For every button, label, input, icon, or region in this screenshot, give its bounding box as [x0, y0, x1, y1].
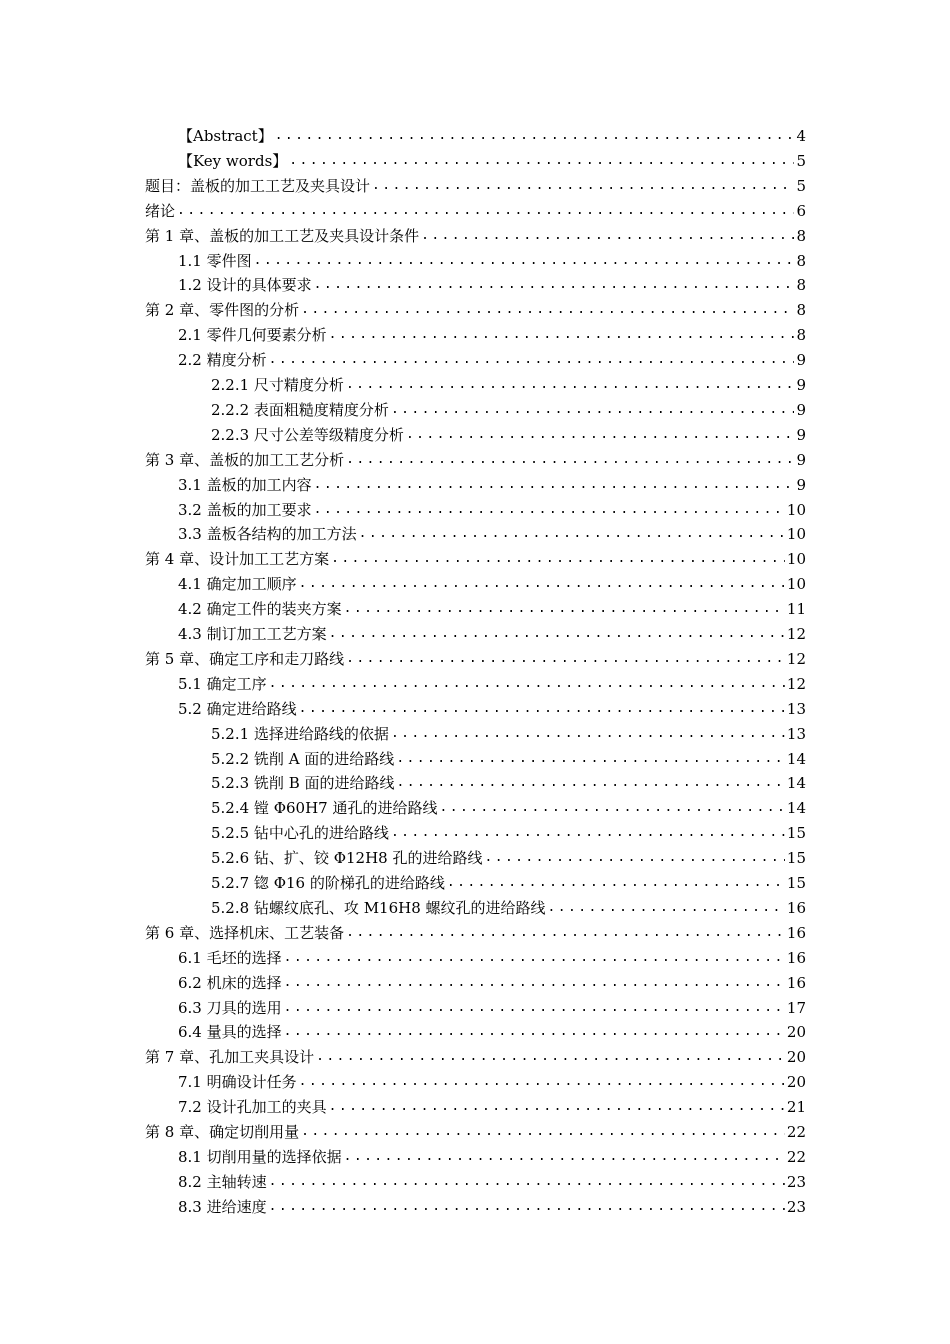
- toc-entry-title: 5.2.1 选择进给路线的依据: [211, 724, 389, 743]
- toc-entry[interactable]: [178, 1145, 806, 1170]
- toc-entry[interactable]: [178, 1170, 806, 1195]
- toc-entry[interactable]: [211, 896, 806, 921]
- toc-entry-page-number: 8: [796, 226, 806, 245]
- toc-entry[interactable]: [178, 697, 806, 722]
- toc-entry-page-number: 12: [786, 649, 806, 668]
- toc-entry[interactable]: [178, 323, 806, 348]
- toc-dot-leader: [269, 1195, 785, 1220]
- toc-entry-title: 6.4 量具的选择: [178, 1023, 282, 1042]
- toc-entry-page-number: 20: [786, 1048, 806, 1067]
- toc-entry-page-number: 5: [796, 176, 806, 195]
- toc-dot-leader: [177, 199, 794, 224]
- toc-entry-page-number: 15: [786, 849, 806, 868]
- toc-entry[interactable]: [145, 174, 806, 199]
- toc-entry-page-number: 8: [796, 276, 806, 295]
- toc-entry[interactable]: [178, 971, 806, 996]
- toc-entry[interactable]: [178, 622, 806, 647]
- toc-entry-page-number: 15: [786, 874, 806, 892]
- toc-entry[interactable]: [145, 199, 806, 224]
- toc-dot-leader: [299, 697, 785, 722]
- toc-entry-title: 5.2.5 钻中心孔的进给路线: [211, 824, 389, 843]
- toc-entry-page-number: 23: [786, 1197, 806, 1216]
- toc-entry-title: 2.2.1 尺寸精度分析: [211, 376, 344, 394]
- toc-entry-title: 5.1 确定工序: [178, 674, 267, 693]
- toc-entry-title: 3.3 盖板各结构的加工方法: [178, 525, 357, 544]
- toc-dot-leader: [421, 224, 794, 249]
- toc-dot-leader: [344, 1145, 785, 1170]
- toc-entry-page-number: 13: [786, 724, 806, 743]
- toc-entry-page-number: 9: [796, 450, 806, 469]
- toc-dot-leader: [359, 522, 785, 547]
- toc-dot-leader: [439, 796, 784, 821]
- toc-entry[interactable]: [178, 124, 806, 149]
- toc-entry-page-number: 10: [786, 525, 806, 544]
- toc-dot-leader: [314, 498, 785, 523]
- toc-dot-leader: [316, 1045, 785, 1070]
- toc-entry-page-number: 16: [786, 923, 806, 942]
- toc-dot-leader: [301, 1120, 785, 1145]
- toc-entry[interactable]: [145, 1120, 806, 1145]
- toc-entry-page-number: 12: [786, 625, 806, 643]
- toc-entry-title: 3.2 盖板的加工要求: [178, 500, 312, 519]
- toc-entry[interactable]: [211, 423, 806, 448]
- toc-entry-title: 第 5 章、确定工序和走刀路线: [145, 649, 345, 668]
- toc-entry-title: 8.3 进给速度: [178, 1197, 267, 1216]
- toc-entry[interactable]: [145, 921, 806, 946]
- toc-dot-leader: [346, 647, 785, 672]
- toc-dot-leader: [314, 473, 795, 498]
- toc-entry[interactable]: [211, 722, 806, 747]
- toc-dot-leader: [269, 672, 785, 697]
- toc-entry[interactable]: [211, 398, 806, 423]
- toc-entry-title: 第 1 章、盖板的加工工艺及夹具设计条件: [145, 226, 420, 245]
- toc-entry-title: 5.2.4 镗 Φ60H7 通孔的进给路线: [211, 799, 438, 818]
- toc-dot-leader: [329, 622, 785, 647]
- toc-entry[interactable]: [178, 1070, 806, 1095]
- toc-dot-leader: [372, 174, 794, 199]
- toc-entry-page-number: 21: [786, 1098, 806, 1117]
- toc-entry-title: 4.3 制订加工工艺方案: [178, 625, 327, 643]
- toc-entry[interactable]: [178, 1020, 806, 1045]
- toc-entry[interactable]: [178, 149, 806, 174]
- toc-entry[interactable]: [211, 771, 806, 796]
- toc-dot-leader: [447, 871, 785, 896]
- toc-entry[interactable]: [178, 1195, 806, 1220]
- toc-dot-leader: [548, 896, 785, 921]
- toc-entry-page-number: 23: [786, 1172, 806, 1191]
- toc-entry-title: 第 7 章、孔加工夹具设计: [145, 1048, 315, 1067]
- toc-dot-leader: [396, 747, 785, 772]
- toc-entry-title: 绪论: [145, 201, 176, 220]
- toc-entry-page-number: 20: [786, 1023, 806, 1042]
- toc-entry-page-number: 16: [786, 948, 806, 967]
- toc-dot-leader: [391, 722, 785, 747]
- toc-entry-title: 1.1 零件图: [178, 251, 252, 270]
- toc-entry[interactable]: [145, 1045, 806, 1070]
- toc-entry[interactable]: [211, 821, 806, 846]
- toc-dot-leader: [284, 946, 785, 971]
- toc-dot-leader: [329, 1095, 785, 1120]
- toc-entry-page-number: 13: [786, 699, 806, 718]
- toc-entry[interactable]: [178, 249, 806, 274]
- toc-entry[interactable]: [145, 647, 806, 672]
- toc-entry-title: 2.2.3 尺寸公差等级精度分析: [211, 425, 404, 444]
- toc-dot-leader: [289, 149, 794, 174]
- toc-entry-page-number: 15: [786, 824, 806, 843]
- toc-entry-page-number: 20: [786, 1073, 806, 1092]
- toc-entry[interactable]: [178, 273, 806, 298]
- toc-entry-title: 第 3 章、盖板的加工工艺分析: [145, 450, 345, 469]
- toc-entry-page-number: 14: [786, 774, 806, 793]
- toc-entry[interactable]: [211, 796, 806, 821]
- toc-dot-leader: [299, 1070, 785, 1095]
- toc-entry-title: 5.2.2 铣削 A 面的进给路线: [211, 749, 395, 768]
- toc-entry-title: 【Abstract】: [178, 127, 273, 145]
- toc-entry-title: 第 4 章、设计加工工艺方案: [145, 550, 330, 569]
- toc-entry-title: 5.2.8 钻螺纹底孔、攻 M16H8 螺纹孔的进给路线: [211, 898, 546, 917]
- toc-entry[interactable]: [178, 522, 806, 547]
- toc-entry[interactable]: [145, 298, 806, 323]
- toc-entry-page-number: 9: [796, 425, 806, 444]
- toc-entry-title: 第 2 章、零件图的分析: [145, 301, 300, 320]
- toc-dot-leader: [329, 323, 795, 348]
- toc-entry-title: 3.1 盖板的加工内容: [178, 475, 312, 494]
- toc-entry-title: 6.2 机床的选择: [178, 973, 282, 992]
- toc-dot-leader: [397, 771, 785, 796]
- toc-entry-page-number: 10: [786, 500, 806, 519]
- toc-entry-page-number: 5: [796, 151, 806, 170]
- toc-dot-leader: [391, 398, 795, 423]
- toc-dot-leader: [344, 597, 785, 622]
- toc-entry-page-number: 17: [786, 998, 806, 1017]
- toc-entry[interactable]: [178, 498, 806, 523]
- toc-entry-page-number: 8: [796, 251, 806, 270]
- toc-entry[interactable]: [178, 672, 806, 697]
- toc-entry-page-number: 10: [786, 575, 806, 594]
- toc-entry[interactable]: [211, 871, 806, 896]
- toc-dot-leader: [346, 448, 794, 473]
- toc-dot-leader: [346, 373, 795, 398]
- toc-entry-page-number: 6: [796, 201, 806, 220]
- toc-entry-page-number: 10: [786, 550, 806, 569]
- toc-entry-title: 7.2 设计孔加工的夹具: [178, 1098, 327, 1117]
- toc-dot-leader: [284, 971, 785, 996]
- toc-entry-title: 8.1 切削用量的选择依据: [178, 1147, 342, 1166]
- toc-entry-title: 2.2.2 表面粗糙度精度分析: [211, 400, 389, 419]
- toc-dot-leader: [391, 821, 785, 846]
- toc-entry-page-number: 9: [796, 475, 806, 494]
- toc-dot-leader: [284, 1020, 785, 1045]
- toc-entry-page-number: 16: [786, 898, 806, 917]
- toc-entry-title: 第 6 章、选择机床、工艺装备: [145, 923, 345, 942]
- toc-entry-title: 5.2.7 锪 Φ16 的阶梯孔的进给路线: [211, 874, 445, 892]
- toc-dot-leader: [269, 1170, 785, 1195]
- toc-entry-page-number: 9: [796, 400, 806, 419]
- toc-entry[interactable]: [145, 224, 806, 249]
- toc-dot-leader: [254, 249, 795, 274]
- toc-entry-page-number: 8: [796, 301, 806, 320]
- toc-entry[interactable]: [145, 448, 806, 473]
- toc-entry-title: 4.1 确定加工顺序: [178, 575, 297, 594]
- toc-dot-leader: [269, 348, 795, 373]
- toc-entry-page-number: 22: [786, 1123, 806, 1141]
- toc-entry-title: 4.2 确定工件的装夹方案: [178, 600, 342, 619]
- toc-entry-page-number: 22: [786, 1147, 806, 1166]
- toc-entry-page-number: 4: [796, 127, 806, 145]
- toc-dot-leader: [314, 273, 795, 298]
- toc-entry-page-number: 11: [786, 600, 806, 619]
- toc-entry[interactable]: [145, 547, 806, 572]
- toc-entry-title: 5.2.3 铣削 B 面的进给路线: [211, 774, 395, 793]
- toc-entry-title: 7.1 明确设计任务: [178, 1073, 297, 1092]
- toc-entry[interactable]: [178, 597, 806, 622]
- toc-dot-leader: [346, 921, 785, 946]
- toc-entry-page-number: 14: [786, 799, 806, 818]
- toc-entry-title: 1.2 设计的具体要求: [178, 276, 312, 295]
- toc-entry-title: 第 8 章、确定切削用量: [145, 1123, 300, 1141]
- toc-dot-leader: [484, 846, 784, 871]
- toc-entry[interactable]: [211, 846, 806, 871]
- toc-entry[interactable]: [178, 473, 806, 498]
- toc-entry[interactable]: [178, 996, 806, 1021]
- toc-entry[interactable]: [178, 1095, 806, 1120]
- toc-entry-page-number: 9: [796, 376, 806, 394]
- toc-entry-page-number: 14: [786, 749, 806, 768]
- toc-entry-page-number: 16: [786, 973, 806, 992]
- toc-entry[interactable]: [178, 946, 806, 971]
- toc-entry-page-number: 12: [786, 674, 806, 693]
- toc-dot-leader: [299, 572, 785, 597]
- toc-entry-title: 6.3 刀具的选用: [178, 998, 282, 1017]
- toc-entry[interactable]: [211, 747, 806, 772]
- toc-dot-leader: [331, 547, 785, 572]
- toc-dot-leader: [275, 124, 795, 149]
- toc-entry[interactable]: [211, 373, 806, 398]
- toc-entry[interactable]: [178, 348, 806, 373]
- toc-entry-page-number: 8: [796, 326, 806, 345]
- toc-entry-title: 6.1 毛坯的选择: [178, 948, 282, 967]
- toc-dot-leader: [301, 298, 794, 323]
- toc-entry[interactable]: [178, 572, 806, 597]
- toc-entry-title: 2.2 精度分析: [178, 351, 267, 370]
- toc-entry-title: 题目：盖板的加工工艺及夹具设计: [145, 176, 371, 195]
- toc-entry-title: 【Key words】: [178, 151, 288, 170]
- toc-entry-title: 5.2.6 钻、扩、铰 Φ12H8 孔的进给路线: [211, 849, 483, 868]
- toc-dot-leader: [284, 996, 785, 1021]
- toc-entry-page-number: 9: [796, 351, 806, 370]
- toc-entry-title: 2.1 零件几何要素分析: [178, 326, 327, 345]
- toc-entry-title: 8.2 主轴转速: [178, 1172, 267, 1191]
- toc-dot-leader: [406, 423, 795, 448]
- toc-entry-title: 5.2 确定进给路线: [178, 699, 297, 718]
